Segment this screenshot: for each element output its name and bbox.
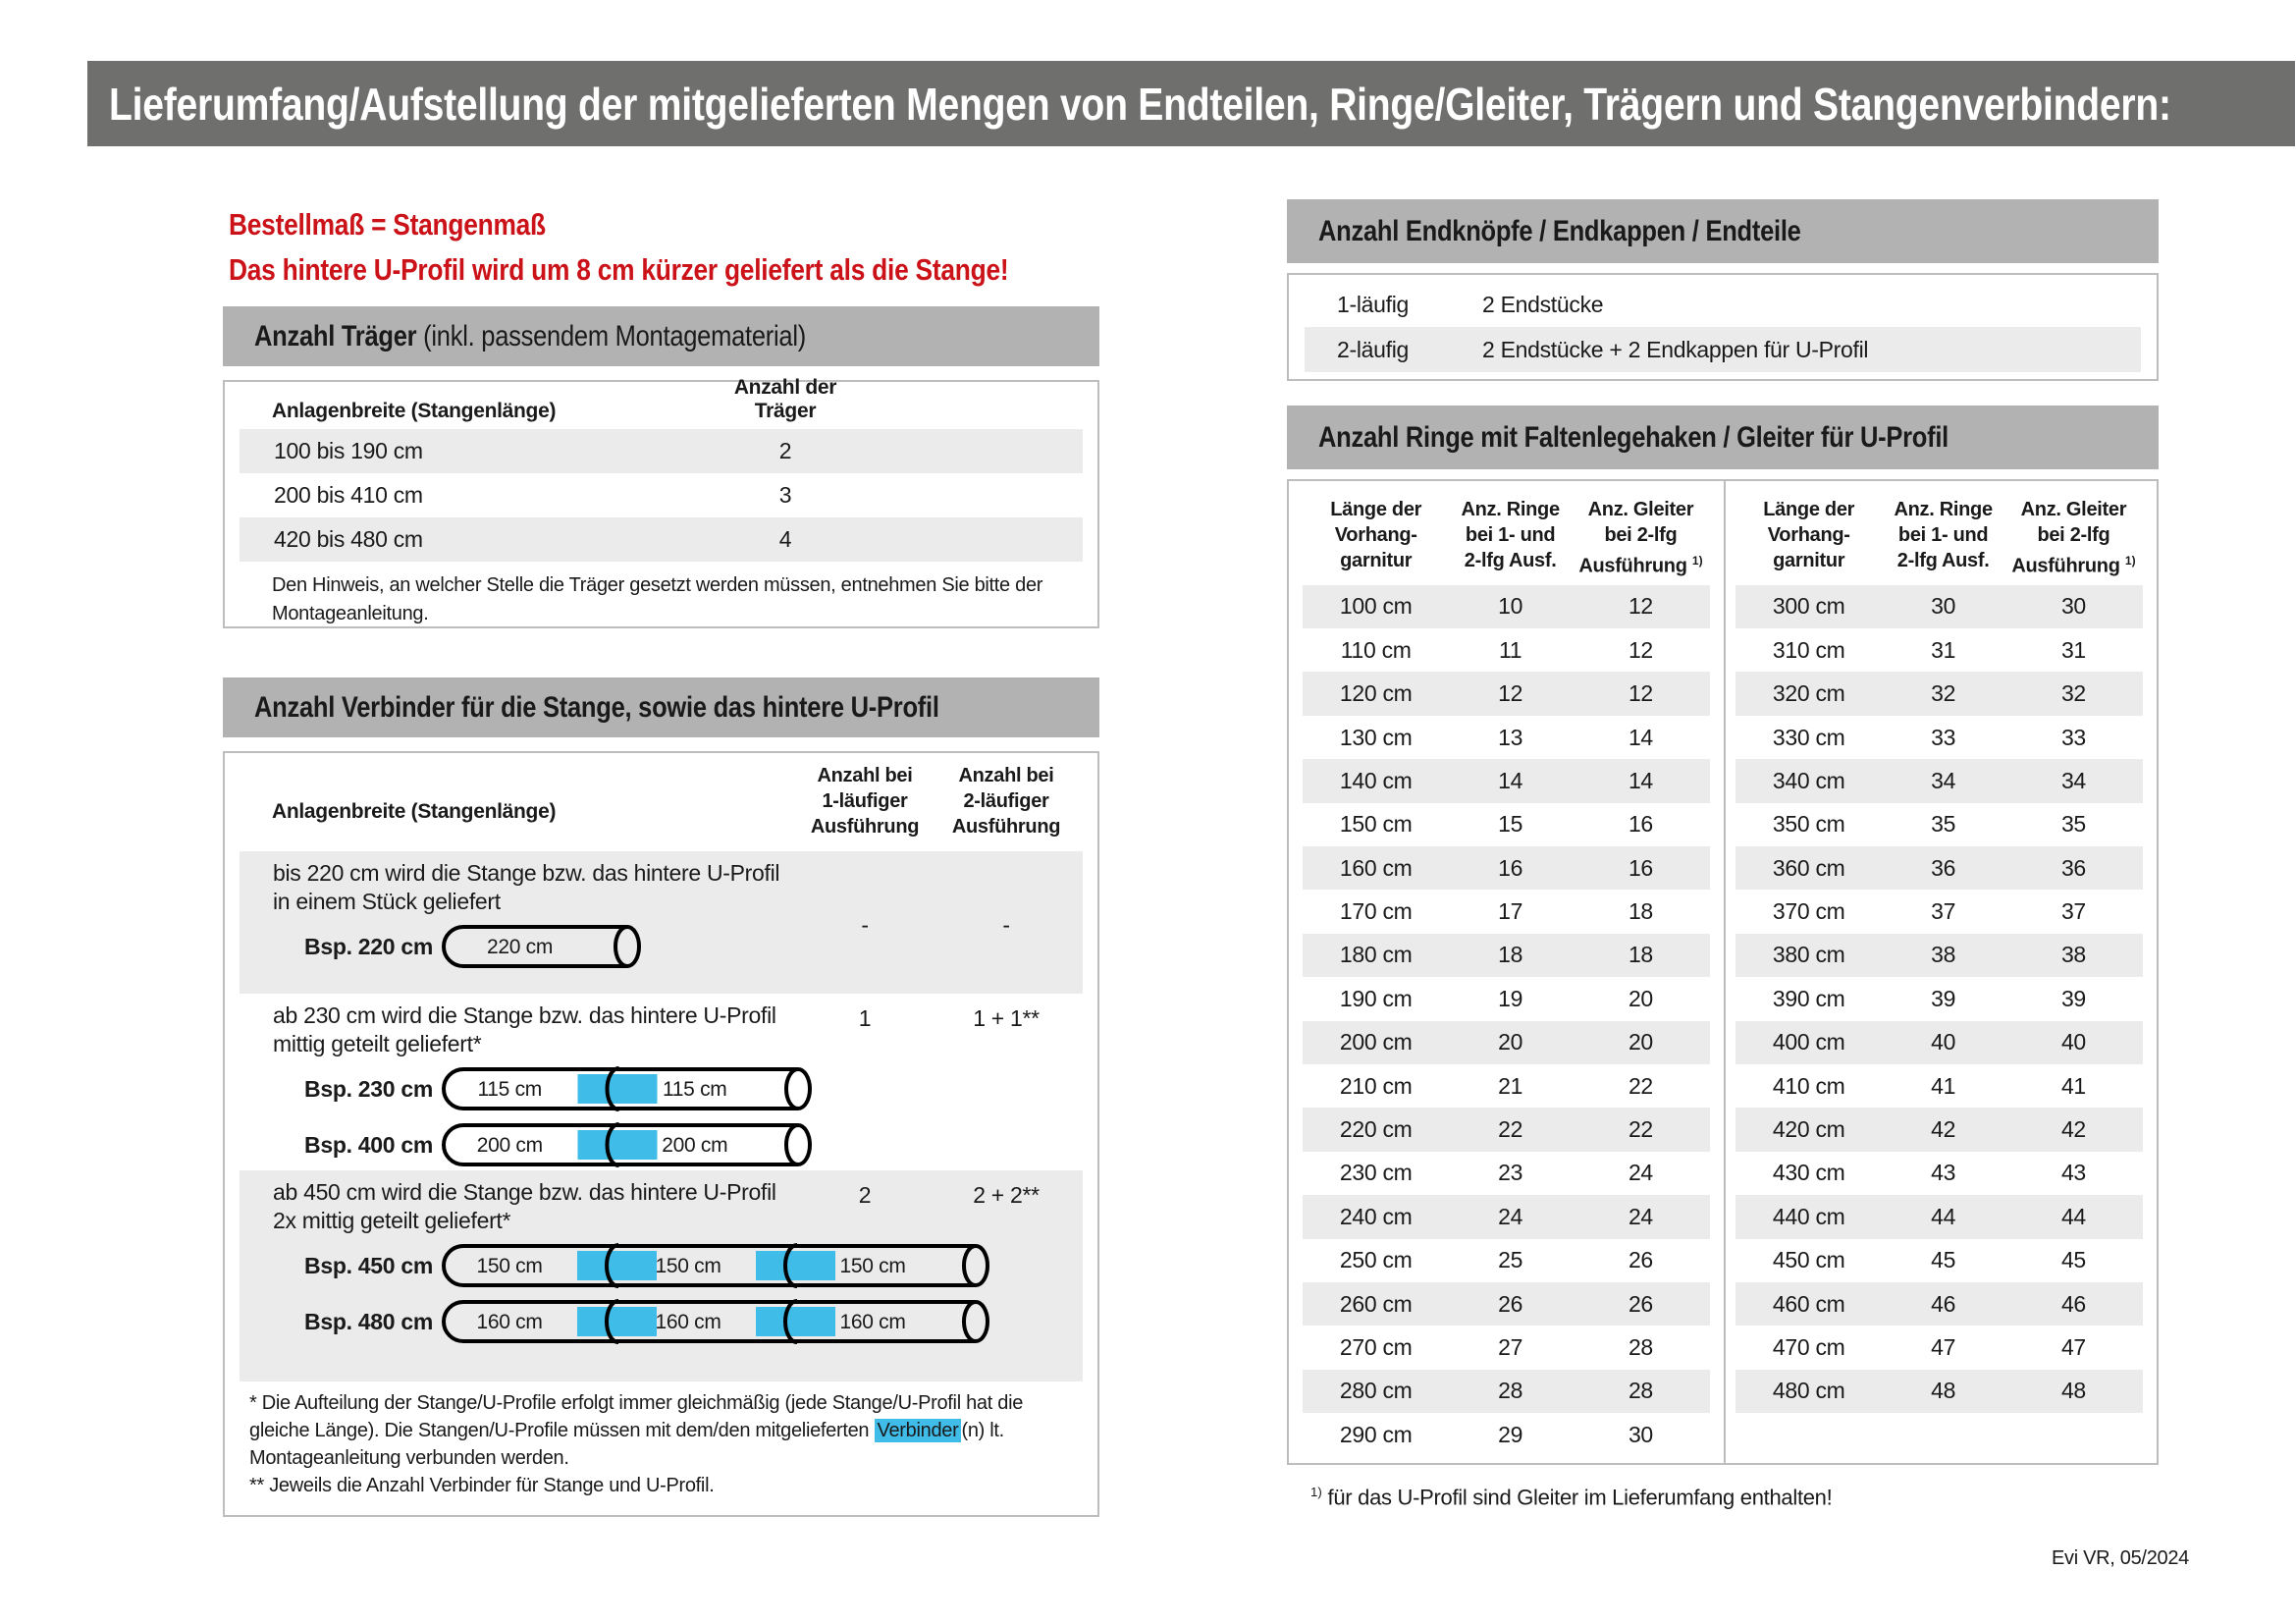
table-row xyxy=(1303,1064,1710,1108)
row-text: ab 230 cm wird die Stange bzw. das hintere U-Profil xyxy=(273,1002,776,1028)
cell-ringe: 16 xyxy=(1498,854,1523,881)
cell-gleiter: 16 xyxy=(1628,854,1653,881)
cell-length: 210 cm xyxy=(1339,1072,1413,1099)
table-row xyxy=(1735,585,2143,628)
table-row xyxy=(1305,327,2141,372)
endteile-table xyxy=(1287,273,2159,381)
cell-length: 360 cm xyxy=(1772,854,1845,881)
cell-count-1lfg: 1 xyxy=(858,1005,872,1031)
cell-ringe: 29 xyxy=(1498,1421,1523,1447)
cell-gleiter: 14 xyxy=(1628,767,1653,793)
cell-ringe: 32 xyxy=(1931,680,1956,707)
cell-count: 4 xyxy=(778,526,792,552)
cell-length: 310 cm xyxy=(1772,636,1845,663)
cell-gleiter: 30 xyxy=(2060,593,2086,620)
cell-ringe: 40 xyxy=(1931,1029,1956,1056)
cell-gleiter: 39 xyxy=(2060,985,2086,1011)
cell-range: 200 bis 410 cm xyxy=(274,482,423,508)
table-row xyxy=(240,473,1083,517)
cell-range: 100 bis 190 cm xyxy=(274,438,423,463)
svg-text:160 cm: 160 cm xyxy=(839,1311,906,1333)
svg-text:150 cm: 150 cm xyxy=(476,1255,543,1277)
table-row xyxy=(1735,759,2143,802)
svg-text:150 cm: 150 cm xyxy=(839,1255,906,1277)
cell-ringe: 10 xyxy=(1498,593,1523,620)
cell-gleiter: 38 xyxy=(2060,942,2086,968)
table-row xyxy=(1303,759,1710,802)
cell-ringe: 24 xyxy=(1498,1203,1523,1229)
table-row xyxy=(1303,716,1710,759)
table-row xyxy=(1303,846,1710,890)
rod-diagram xyxy=(440,1121,812,1168)
traeger-table-header xyxy=(225,376,1097,429)
notice-line-1: Bestellmaß = Stangenmaß xyxy=(229,207,546,242)
cell-length: 460 cm xyxy=(1772,1290,1845,1317)
rod-label: Bsp. 230 cm xyxy=(304,1075,433,1102)
traeger-title-bold: Anzahl Träger xyxy=(254,319,417,352)
ringe-table-left xyxy=(1289,481,1724,1463)
cell-gleiter: 31 xyxy=(2060,636,2086,663)
cell-ringe: 34 xyxy=(1931,767,1956,793)
cell-gleiter: 36 xyxy=(2060,854,2086,881)
cell-gleiter: 12 xyxy=(1628,680,1653,707)
cell-length: 270 cm xyxy=(1339,1333,1413,1360)
cell-count-2lfg: - xyxy=(1002,912,1010,938)
cell-gleiter: 42 xyxy=(2060,1116,2086,1143)
table-row xyxy=(1303,890,1710,933)
traeger-note: Den Hinweis, an welcher Stelle die Träger gesetzt werden müssen, entnehmen Sie bitte der Montageanleitung. xyxy=(272,574,1043,624)
verbinder-footnote-2: ** Jeweils die Anzahl Verbinder für Stange und U-Profil. xyxy=(249,1475,715,1496)
cell-ringe: 19 xyxy=(1498,985,1523,1011)
cell-count: 3 xyxy=(778,482,792,508)
table-row xyxy=(1735,890,2143,933)
notice-line-2: Das hintere U-Profil wird um 8 cm kürzer geliefert als die Stange! xyxy=(229,252,1009,287)
svg-text:200 cm: 200 cm xyxy=(476,1134,543,1157)
cell-length: 180 cm xyxy=(1339,942,1413,968)
cell-gleiter: 20 xyxy=(1628,1029,1653,1056)
table-row xyxy=(1303,934,1710,977)
cell-ringe: 23 xyxy=(1498,1160,1523,1186)
column-header: Länge der Vorhang- garnitur xyxy=(1330,499,1422,571)
page-footer: Evi VR, 05/2024 xyxy=(2051,1547,2189,1569)
rod-diagram xyxy=(440,923,641,970)
cell-length: 120 cm xyxy=(1339,680,1413,707)
table-row xyxy=(1303,977,1710,1020)
cell-length: 450 cm xyxy=(1772,1247,1845,1273)
svg-text:220 cm: 220 cm xyxy=(486,936,554,958)
table-row xyxy=(1303,1326,1710,1369)
endteile-table-body xyxy=(1289,282,2157,372)
cell-ringe: 17 xyxy=(1498,898,1523,925)
rod-label: Bsp. 450 cm xyxy=(304,1252,433,1278)
table-row xyxy=(1303,1413,1710,1456)
cell-gleiter: 14 xyxy=(1628,724,1653,750)
cell-ringe: 42 xyxy=(1931,1116,1956,1143)
cell-ringe: 11 xyxy=(1499,636,1522,663)
cell-ringe: 45 xyxy=(1931,1247,1956,1273)
cell-length: 230 cm xyxy=(1339,1160,1413,1186)
table-row xyxy=(1735,1152,2143,1195)
connector-icon xyxy=(578,1130,658,1160)
verbinder-table xyxy=(223,751,1099,1517)
table-row xyxy=(1303,672,1710,715)
table-row xyxy=(1735,1108,2143,1151)
table-row xyxy=(1303,1108,1710,1151)
cell-gleiter: 44 xyxy=(2060,1203,2086,1229)
cell-gleiter: 24 xyxy=(1628,1160,1653,1186)
cell-ringe: 35 xyxy=(1931,811,1956,838)
cell-ringe: 25 xyxy=(1498,1247,1523,1273)
cell-gleiter: 18 xyxy=(1628,898,1653,925)
table-row xyxy=(1735,846,2143,890)
cell-ringe: 18 xyxy=(1498,942,1523,968)
ringe-table-right xyxy=(1722,481,2157,1463)
cell-length: 300 cm xyxy=(1772,593,1845,620)
section-traeger-title xyxy=(254,320,806,353)
verbinder-table-body xyxy=(225,851,1097,1381)
cell-count-2lfg: 1 + 1** xyxy=(973,1005,1040,1031)
cell-gleiter: 26 xyxy=(1628,1247,1653,1273)
cell-length: 140 cm xyxy=(1339,767,1413,793)
ringe-column-headers xyxy=(1303,497,1710,579)
cell-ringe: 39 xyxy=(1931,985,1956,1011)
cell-length: 220 cm xyxy=(1339,1116,1413,1143)
cell-length: 130 cm xyxy=(1339,724,1413,750)
ringe-title: Anzahl Ringe mit Faltenlegehaken / Gleiter für U-Profil xyxy=(1318,420,1949,454)
cell-gleiter: 46 xyxy=(2060,1290,2086,1317)
cell-length: 240 cm xyxy=(1339,1203,1413,1229)
cell-variant: 2-läufig xyxy=(1337,336,1410,362)
table-row xyxy=(240,994,1083,1170)
cell-gleiter: 40 xyxy=(2060,1029,2086,1056)
cell-gleiter: 16 xyxy=(1628,811,1653,838)
cell-gleiter: 37 xyxy=(2060,898,2086,925)
ringe-column-headers xyxy=(1735,497,2143,579)
cell-length: 280 cm xyxy=(1339,1378,1413,1404)
cell-gleiter: 22 xyxy=(1628,1116,1653,1143)
cell-ringe: 26 xyxy=(1498,1290,1523,1317)
table-row xyxy=(1303,1195,1710,1238)
table-row xyxy=(1735,1370,2143,1413)
cell-gleiter: 22 xyxy=(1628,1072,1653,1099)
cell-length: 250 cm xyxy=(1339,1247,1413,1273)
rod-label: Bsp. 400 cm xyxy=(304,1131,433,1158)
cell-ringe: 46 xyxy=(1931,1290,1956,1317)
verbinder-table-header xyxy=(225,753,1097,851)
cell-ringe: 38 xyxy=(1931,942,1956,968)
cell-length: 100 cm xyxy=(1339,593,1413,620)
cell-length: 290 cm xyxy=(1339,1421,1413,1447)
table-row xyxy=(1735,803,2143,846)
cell-gleiter: 35 xyxy=(2060,811,2086,838)
verbinder-col2-header: Anzahl bei 1-läufiger Ausführung xyxy=(810,765,920,838)
cell-ringe: 22 xyxy=(1498,1116,1523,1143)
svg-text:200 cm: 200 cm xyxy=(662,1134,728,1157)
svg-text:150 cm: 150 cm xyxy=(655,1255,721,1277)
connector-icon xyxy=(756,1307,835,1336)
svg-text:115 cm: 115 cm xyxy=(662,1078,727,1101)
verbinder-col1-header: Anlagenbreite (Stangenlänge) xyxy=(272,800,557,823)
cell-ringe: 20 xyxy=(1498,1029,1523,1056)
connector-icon xyxy=(577,1307,657,1336)
cell-gleiter: 34 xyxy=(2060,767,2086,793)
connector-icon xyxy=(756,1251,835,1280)
ringe-table xyxy=(1287,479,2159,1465)
cell-gleiter: 30 xyxy=(1628,1421,1653,1447)
row-text: mittig geteilt geliefert* xyxy=(273,1031,482,1056)
cell-count-2lfg: 2 + 2** xyxy=(973,1182,1040,1208)
rod-diagram xyxy=(440,1242,989,1289)
table-row xyxy=(1735,716,2143,759)
table-row xyxy=(1303,628,1710,672)
cell-ringe: 36 xyxy=(1931,854,1956,881)
cell-length: 160 cm xyxy=(1339,854,1413,881)
rod-diagram xyxy=(440,1065,812,1112)
section-traeger-header xyxy=(223,306,1099,366)
verbinder-col3-header: Anzahl bei 2-läufiger Ausführung xyxy=(951,765,1061,838)
cell-gleiter: 18 xyxy=(1628,942,1653,968)
svg-text:160 cm: 160 cm xyxy=(655,1311,721,1333)
cell-gleiter: 12 xyxy=(1628,636,1653,663)
row-text: bis 220 cm wird die Stange bzw. das hintere U-Profil xyxy=(273,860,780,886)
cell-gleiter: 28 xyxy=(1628,1378,1653,1404)
endteile-title: Anzahl Endknöpfe / Endkappen / Endteile xyxy=(1318,214,1801,247)
column-header: Anz. Gleiter bei 2-lfg Ausführung $^{1)}$ xyxy=(1578,499,1703,577)
cell-ringe: 31 xyxy=(1931,636,1956,663)
cell-length: 110 cm xyxy=(1340,636,1412,663)
cell-gleiter: 24 xyxy=(1628,1203,1653,1229)
cell-ringe: 30 xyxy=(1931,593,1956,620)
rod-label: Bsp. 220 cm xyxy=(304,933,433,959)
table-row xyxy=(1735,1282,2143,1326)
cell-count-1lfg: 2 xyxy=(858,1182,872,1208)
rod-diagrams xyxy=(240,1065,1083,1168)
connector-icon xyxy=(577,1251,657,1280)
cell-gleiter: 26 xyxy=(1628,1290,1653,1317)
table-row xyxy=(1735,628,2143,672)
rod-row xyxy=(240,1242,1083,1289)
verbinder-highlight: Verbinder xyxy=(875,1419,962,1442)
cell-gleiter: 33 xyxy=(2060,724,2086,750)
cell-ringe: 12 xyxy=(1498,680,1523,707)
cell-gleiter: 43 xyxy=(2060,1160,2086,1186)
cell-length: 400 cm xyxy=(1772,1029,1845,1056)
cell-ringe: 43 xyxy=(1931,1160,1956,1186)
rod-diagram xyxy=(440,1298,989,1345)
cell-gleiter: 28 xyxy=(1628,1333,1653,1360)
cell-ringe: 28 xyxy=(1498,1378,1523,1404)
table-row xyxy=(1735,977,2143,1020)
cell-length: 380 cm xyxy=(1772,942,1845,968)
cell-length: 480 cm xyxy=(1772,1378,1845,1404)
table-row xyxy=(1735,672,2143,715)
cell-length: 440 cm xyxy=(1772,1203,1845,1229)
cell-ringe: 14 xyxy=(1498,767,1523,793)
rod-row xyxy=(240,1121,1083,1168)
cell-ringe: 21 xyxy=(1498,1072,1523,1099)
cell-length: 260 cm xyxy=(1339,1290,1413,1317)
section-ringe-header xyxy=(1287,406,2159,469)
cell-ringe: 27 xyxy=(1498,1333,1523,1360)
cell-ringe: 13 xyxy=(1498,724,1523,750)
cell-length: 350 cm xyxy=(1772,811,1845,838)
cell-length: 470 cm xyxy=(1772,1333,1845,1360)
cell-ringe: 33 xyxy=(1931,724,1956,750)
cell-length: 150 cm xyxy=(1339,811,1413,838)
cell-ringe: 41 xyxy=(1931,1072,1956,1099)
cell-count-1lfg: - xyxy=(861,912,869,938)
row-text: ab 450 cm wird die Stange bzw. das hintere U-Profil xyxy=(273,1179,776,1205)
verbinder-title: Anzahl Verbinder für die Stange, sowie das hintere U-Profil xyxy=(254,690,939,724)
cell-length: 340 cm xyxy=(1772,767,1845,793)
svg-text:160 cm: 160 cm xyxy=(476,1311,543,1333)
column-header: Länge der Vorhang- garnitur xyxy=(1763,499,1855,571)
cell-ringe: 48 xyxy=(1931,1378,1956,1404)
table-row xyxy=(1735,1064,2143,1108)
column-header: Anz. Ringe bei 1- und 2-lfg Ausf. xyxy=(1894,499,1993,571)
ringe-footnote: $^{1)}$ für das U-Profil sind Gleiter im Lieferumfang enthalten! xyxy=(1310,1485,1833,1510)
verbinder-footnote-1: * Die Aufteilung der Stange/U-Profile erfolgt immer gleichmäßig (jede Stange/U-Profil hat die gleiche Länge). Die Stangen/U-Profile müssen mit dem/den mitgelieferten Verbinder (n) lt. Montageanleitung verbunden werden. xyxy=(249,1392,1024,1469)
cell-length: 370 cm xyxy=(1772,898,1845,925)
row-text: 2x mittig geteilt geliefert* xyxy=(273,1208,511,1233)
table-row xyxy=(240,851,1083,994)
connector-icon xyxy=(578,1074,658,1104)
column-header: Anz. Ringe bei 1- und 2-lfg Ausf. xyxy=(1461,499,1560,571)
page-title: Lieferumfang/Aufstellung der mitgelieferten Mengen von Endteilen, Ringe/Gleiter, Trägern und Stangenverbindern: xyxy=(109,78,2171,130)
svg-text:115 cm: 115 cm xyxy=(477,1078,543,1101)
row-text: in einem Stück geliefert xyxy=(273,889,501,914)
traeger-table-body xyxy=(225,429,1097,562)
cell-length: 420 cm xyxy=(1772,1116,1845,1143)
table-row xyxy=(1303,585,1710,628)
cell-parts: 2 Endstücke + 2 Endkappen für U-Profil xyxy=(1482,336,1869,362)
cell-length: 430 cm xyxy=(1772,1160,1845,1186)
table-row xyxy=(1735,1021,2143,1064)
order-size-notice xyxy=(229,202,1147,293)
table-row xyxy=(1735,1239,2143,1282)
cell-length: 320 cm xyxy=(1772,680,1845,707)
cell-variant: 1-läufig xyxy=(1337,291,1410,317)
cell-length: 190 cm xyxy=(1339,985,1413,1011)
table-row xyxy=(240,1170,1083,1381)
table-row xyxy=(1303,1370,1710,1413)
cell-ringe: 44 xyxy=(1931,1203,1956,1229)
cell-gleiter: 48 xyxy=(2060,1378,2086,1404)
table-row xyxy=(1303,1282,1710,1326)
cell-gleiter: 12 xyxy=(1628,593,1653,620)
table-row xyxy=(1735,1195,2143,1238)
rod-label: Bsp. 480 cm xyxy=(304,1308,433,1334)
cell-length: 390 cm xyxy=(1772,985,1845,1011)
table-row xyxy=(1303,1021,1710,1064)
cell-gleiter: 45 xyxy=(2060,1247,2086,1273)
column-header: Anz. Gleiter bei 2-lfg Ausführung $^{1)}$ xyxy=(2011,499,2136,577)
cell-ringe: 37 xyxy=(1931,898,1956,925)
section-verbinder-header xyxy=(223,677,1099,737)
cell-length: 170 cm xyxy=(1339,898,1413,925)
cell-length: 410 cm xyxy=(1772,1072,1845,1099)
table-row xyxy=(1303,803,1710,846)
traeger-title-rest: (inkl. passendem Montagematerial) xyxy=(416,319,806,352)
rod-diagrams xyxy=(240,1242,1083,1345)
cell-parts: 2 Endstücke xyxy=(1482,291,1604,317)
rod-row xyxy=(240,1298,1083,1345)
cell-range: 420 bis 480 cm xyxy=(274,526,423,552)
cell-length: 200 cm xyxy=(1339,1029,1413,1056)
table-row xyxy=(1735,1326,2143,1369)
rod-row xyxy=(240,1065,1083,1112)
cell-gleiter: 47 xyxy=(2060,1333,2086,1360)
cell-gleiter: 32 xyxy=(2060,680,2086,707)
traeger-table xyxy=(223,376,1099,628)
cell-count: 2 xyxy=(778,438,792,463)
table-row xyxy=(240,429,1083,473)
table-row xyxy=(1735,934,2143,977)
table-row xyxy=(240,517,1083,562)
table-row xyxy=(1303,1152,1710,1195)
page-title-bar xyxy=(87,61,2295,146)
table-row xyxy=(1303,1239,1710,1282)
cell-length: 330 cm xyxy=(1772,724,1845,750)
cell-ringe: 15 xyxy=(1498,811,1523,838)
section-endteile-header xyxy=(1287,199,2159,263)
table-row xyxy=(1305,282,2141,327)
verbinder-footnotes xyxy=(240,1389,1079,1499)
cell-ringe: 47 xyxy=(1931,1333,1956,1360)
cell-gleiter: 41 xyxy=(2060,1072,2086,1099)
cell-gleiter: 20 xyxy=(1628,985,1653,1011)
traeger-col2-header: Anzahl der Träger xyxy=(733,376,837,422)
traeger-col1-header: Anlagenbreite (Stangenlänge) xyxy=(272,400,557,422)
